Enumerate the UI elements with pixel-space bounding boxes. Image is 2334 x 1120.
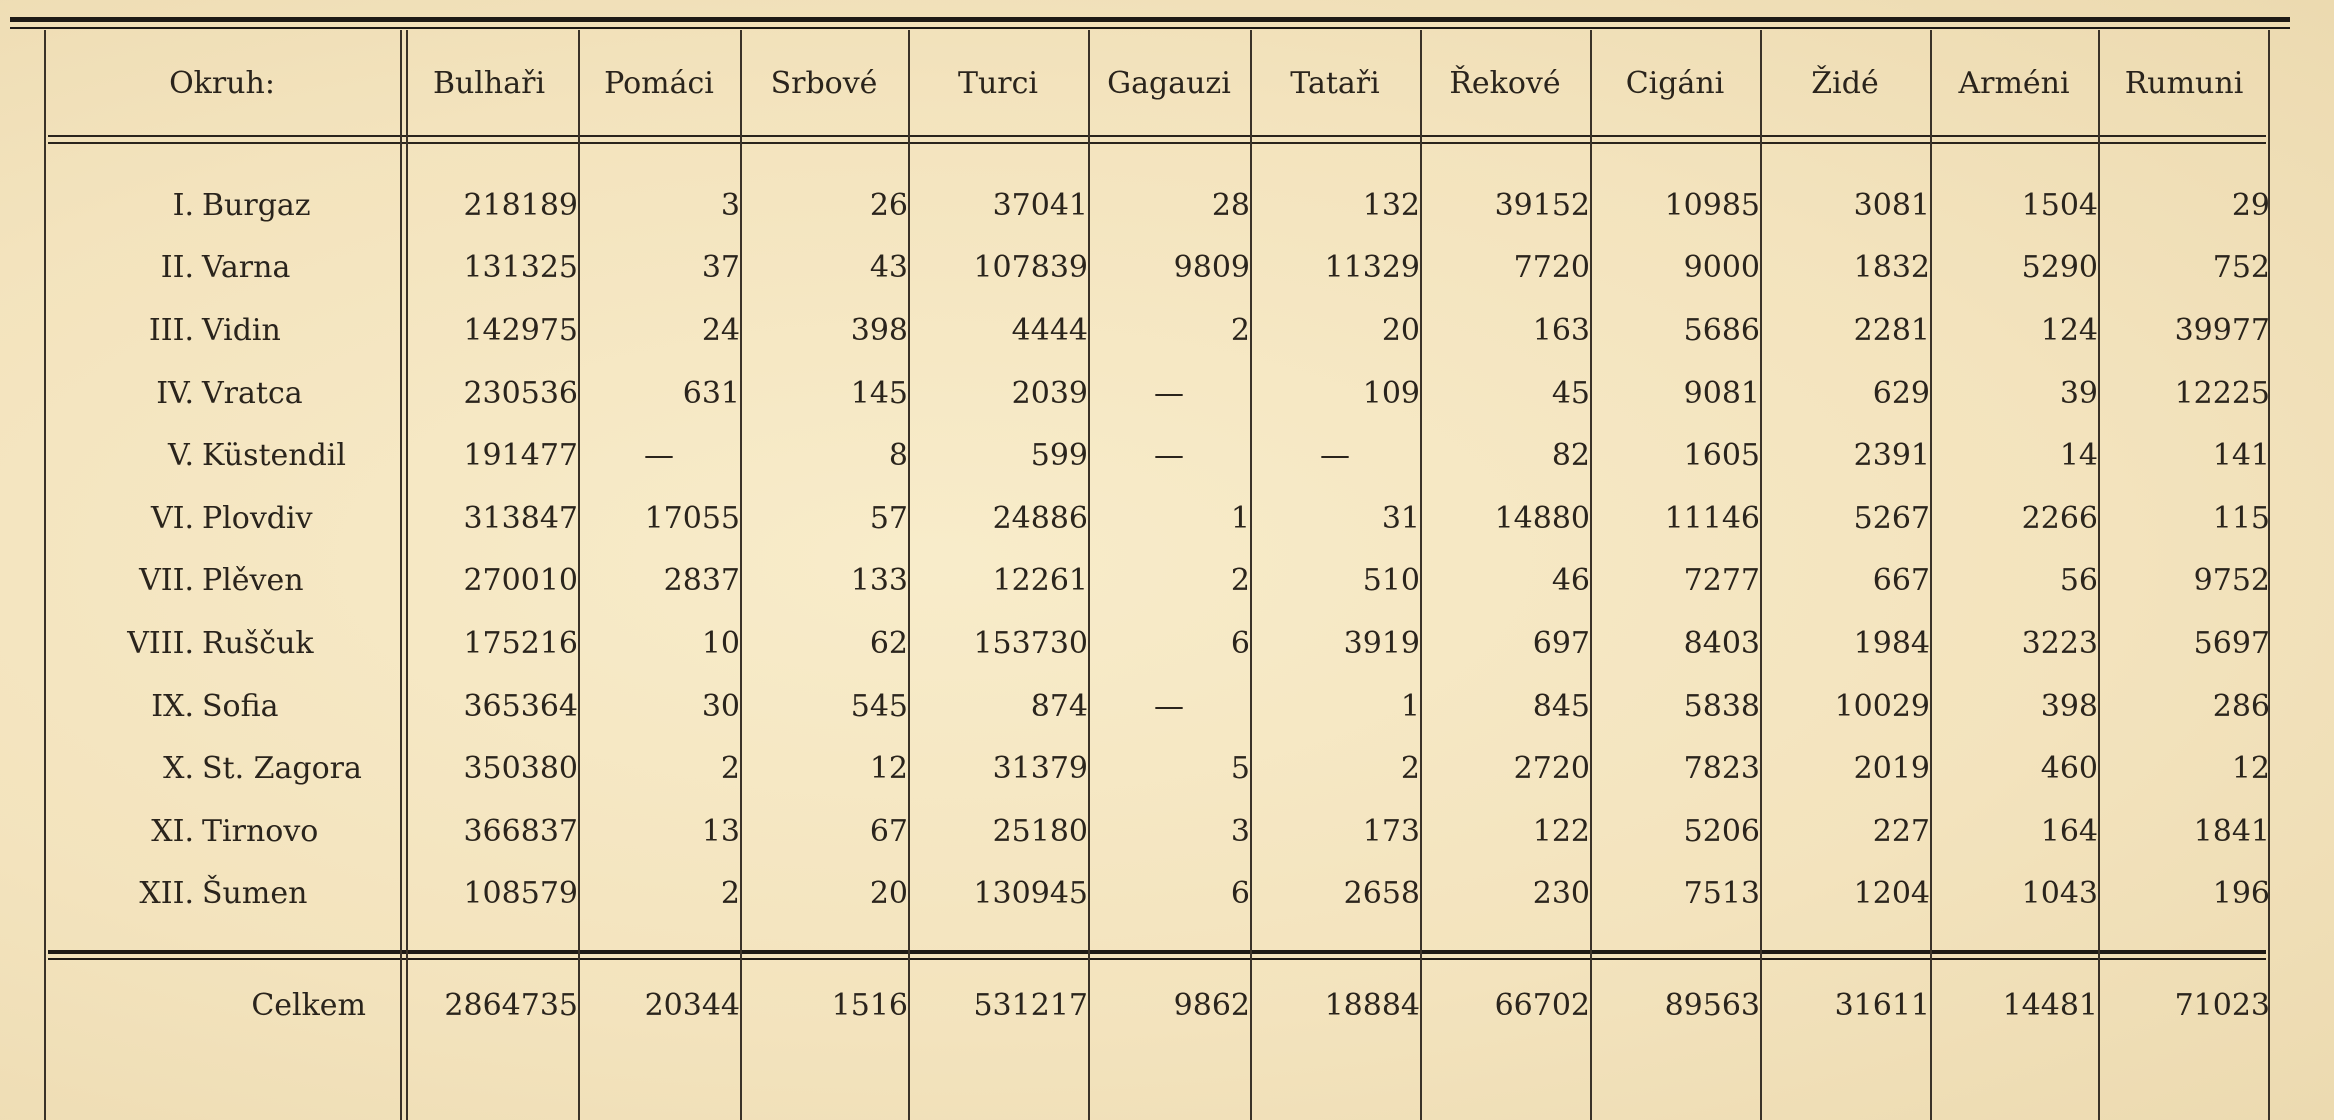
value-cell: 13 [701, 813, 740, 849]
value-cell: 5 [1230, 751, 1250, 787]
column-header: Turci [957, 65, 1039, 101]
total-value-cell: 18884 [1324, 987, 1420, 1023]
table-row [44, 299, 2270, 362]
total-value-cell: 2864735 [444, 987, 578, 1023]
value-cell: 107839 [973, 250, 1088, 286]
table-row [44, 675, 2270, 738]
district-cell [44, 675, 400, 738]
value-cell: 26 [869, 187, 908, 223]
value-cell: 365364 [463, 688, 578, 724]
value-cell: 230536 [463, 375, 578, 411]
value-cell: 1605 [1683, 438, 1760, 474]
value-cell: 12 [2231, 751, 2270, 787]
district-cell [44, 612, 400, 675]
value-cell: 1841 [2193, 813, 2270, 849]
district-name: Küstendil [202, 438, 346, 474]
value-cell: 398 [850, 312, 908, 348]
value-cell: 25180 [992, 813, 1088, 849]
value-cell: 3081 [1853, 187, 1930, 223]
value-cell: — [1154, 375, 1184, 411]
value-cell: 2 [1400, 751, 1420, 787]
value-cell: 39977 [2174, 312, 2270, 348]
value-cell: — [1154, 688, 1184, 724]
value-cell: 2266 [2021, 500, 2098, 536]
value-cell: 191477 [463, 438, 578, 474]
total-value-cell: 31611 [1834, 987, 1930, 1023]
total-row [44, 969, 2270, 1041]
total-value-cell: 66702 [1494, 987, 1590, 1023]
district-name: Plovdiv [202, 500, 313, 536]
district-numeral: II. [160, 250, 194, 286]
district-cell [44, 863, 400, 926]
value-cell: 697 [1532, 625, 1590, 661]
district-cell [44, 800, 400, 863]
table-row [44, 362, 2270, 425]
column-header: Rumuni [2124, 65, 2244, 101]
value-cell: 218189 [463, 187, 578, 223]
value-cell: 108579 [463, 876, 578, 912]
value-cell: 631 [682, 375, 740, 411]
value-cell: 24886 [992, 500, 1088, 536]
value-cell: 10 [701, 625, 740, 661]
district-name: Plěven [202, 563, 304, 599]
value-cell: 10029 [1834, 688, 1930, 724]
column-header: Pomáci [604, 65, 714, 101]
district-name: Burgaz [202, 187, 311, 223]
value-cell: 350380 [463, 751, 578, 787]
value-cell: 2 [1230, 312, 1250, 348]
value-cell: — [1320, 438, 1350, 474]
value-cell: 460 [2040, 751, 2098, 787]
value-cell: 599 [1030, 438, 1088, 474]
value-cell: 2039 [1011, 375, 1088, 411]
total-value-cell: 1516 [831, 987, 908, 1023]
value-cell: 752 [2212, 250, 2270, 286]
district-cell [44, 550, 400, 613]
value-cell: 7823 [1683, 751, 1760, 787]
value-cell: 8403 [1683, 625, 1760, 661]
value-cell: 7513 [1683, 876, 1760, 912]
table-row [44, 800, 2270, 863]
district-cell [44, 299, 400, 362]
value-cell: 629 [1872, 375, 1930, 411]
value-cell: 2658 [1343, 876, 1420, 912]
value-cell: 163 [1532, 312, 1590, 348]
value-cell: 46 [1551, 563, 1590, 599]
value-cell: 5267 [1853, 500, 1930, 536]
value-cell: 874 [1030, 688, 1088, 724]
value-cell: 82 [1551, 438, 1590, 474]
table-row [44, 237, 2270, 300]
district-numeral: V. [168, 438, 194, 474]
district-cell [44, 487, 400, 550]
value-cell: 37041 [992, 187, 1088, 223]
district-numeral: VIII. [127, 625, 194, 661]
value-cell: 145 [850, 375, 908, 411]
value-cell: 2 [720, 876, 740, 912]
district-cell [44, 424, 400, 487]
value-cell: 2391 [1853, 438, 1930, 474]
value-cell: 124 [2040, 312, 2098, 348]
district-name: Sofia [202, 688, 279, 724]
district-name: Vidin [202, 312, 281, 348]
value-cell: 131325 [463, 250, 578, 286]
value-cell: 20 [1381, 312, 1420, 348]
value-cell: 545 [850, 688, 908, 724]
value-cell: 24 [701, 312, 740, 348]
value-cell: 142975 [463, 312, 578, 348]
value-cell: 11329 [1324, 250, 1420, 286]
total-value-cell: 9862 [1173, 987, 1250, 1023]
value-cell: 12225 [2174, 375, 2270, 411]
value-cell: 12261 [992, 563, 1088, 599]
value-cell: 133 [850, 563, 908, 599]
value-cell: 20 [869, 876, 908, 912]
table-row [44, 737, 2270, 800]
value-cell: 1832 [1853, 250, 1930, 286]
value-cell: 227 [1872, 813, 1930, 849]
value-cell: 14 [2059, 438, 2098, 474]
district-numeral: VII. [139, 563, 194, 599]
spacer-row [44, 136, 2270, 174]
value-cell: 130945 [973, 876, 1088, 912]
spacer-row [44, 925, 2270, 969]
value-cell: 37 [701, 250, 740, 286]
district-numeral: X. [163, 751, 194, 787]
district-name: Varna [202, 250, 291, 286]
value-cell: 3223 [2021, 625, 2098, 661]
value-cell: 1504 [2021, 187, 2098, 223]
value-cell: 11146 [1664, 500, 1760, 536]
value-cell: 1 [1400, 688, 1420, 724]
value-cell: 67 [869, 813, 908, 849]
district-numeral: I. [172, 187, 194, 223]
value-cell: 2720 [1513, 751, 1590, 787]
value-cell: 2281 [1853, 312, 1930, 348]
population-table [44, 30, 2270, 1041]
value-cell: 2 [1230, 563, 1250, 599]
value-cell: 5838 [1683, 688, 1760, 724]
column-header: Židé [1811, 65, 1879, 101]
table-row [44, 550, 2270, 613]
column-header: Okruh: [169, 65, 275, 101]
district-cell [44, 362, 400, 425]
value-cell: 8 [888, 438, 908, 474]
value-cell: 57 [869, 500, 908, 536]
column-header: Bulhaři [432, 65, 546, 101]
total-value-cell: 89563 [1664, 987, 1760, 1023]
value-cell: 196 [2212, 876, 2270, 912]
value-cell: 3 [1230, 813, 1250, 849]
total-label: Celkem [251, 987, 366, 1023]
header-row [44, 30, 2270, 136]
value-cell: 62 [869, 625, 908, 661]
district-numeral: IX. [151, 688, 194, 724]
value-cell: 9000 [1683, 250, 1760, 286]
total-value-cell: 14481 [2002, 987, 2098, 1023]
value-cell: 5686 [1683, 312, 1760, 348]
value-cell: 175216 [463, 625, 578, 661]
value-cell: 845 [1532, 688, 1590, 724]
value-cell: 7277 [1683, 563, 1760, 599]
value-cell: 5290 [2021, 250, 2098, 286]
value-cell: 14880 [1494, 500, 1590, 536]
value-cell: 510 [1362, 563, 1420, 599]
value-cell: 2019 [1853, 751, 1930, 787]
value-cell: 2837 [663, 563, 740, 599]
value-cell: 173 [1362, 813, 1420, 849]
value-cell: 39 [2059, 375, 2098, 411]
top-heavy-rule [10, 17, 2290, 22]
value-cell: 30 [701, 688, 740, 724]
value-cell: 17055 [644, 500, 740, 536]
value-cell: 45 [1551, 375, 1590, 411]
table-row [44, 174, 2270, 237]
value-cell: 9809 [1173, 250, 1250, 286]
column-header: Arméni [1958, 65, 2070, 101]
value-cell: 39152 [1494, 187, 1590, 223]
district-name: Ruščuk [202, 625, 314, 661]
total-value-cell: 531217 [973, 987, 1088, 1023]
district-numeral: IV. [156, 375, 194, 411]
value-cell: 141 [2212, 438, 2270, 474]
district-name: Vratca [202, 375, 303, 411]
value-cell: 6 [1230, 876, 1250, 912]
value-cell: — [1154, 438, 1184, 474]
value-cell: 230 [1532, 876, 1590, 912]
district-numeral: XII. [139, 876, 194, 912]
value-cell: 1984 [1853, 625, 1930, 661]
total-value-cell: 71023 [2174, 987, 2270, 1023]
value-cell: 9752 [2193, 563, 2270, 599]
value-cell: 28 [1211, 187, 1250, 223]
table-row [44, 424, 2270, 487]
value-cell: 6 [1230, 625, 1250, 661]
column-header: Řekové [1449, 65, 1561, 101]
value-cell: 270010 [463, 563, 578, 599]
value-cell: 366837 [463, 813, 578, 849]
value-cell: 31 [1381, 500, 1420, 536]
value-cell: 667 [1872, 563, 1930, 599]
value-cell: 286 [2212, 688, 2270, 724]
value-cell: 313847 [463, 500, 578, 536]
column-header: Gagauzi [1107, 65, 1231, 101]
district-numeral: XI. [151, 813, 194, 849]
value-cell: 398 [2040, 688, 2098, 724]
value-cell: 1043 [2021, 876, 2098, 912]
value-cell: 12 [869, 751, 908, 787]
district-numeral: VI. [150, 500, 194, 536]
value-cell: 7720 [1513, 250, 1590, 286]
value-cell: 109 [1362, 375, 1420, 411]
value-cell: 1204 [1853, 876, 1930, 912]
total-value-cell: 20344 [644, 987, 740, 1023]
value-cell: 3 [720, 187, 740, 223]
top-thin-rule [10, 27, 2290, 29]
district-cell [44, 737, 400, 800]
value-cell: 1 [1230, 500, 1250, 536]
value-cell: 9081 [1683, 375, 1760, 411]
value-cell: 153730 [973, 625, 1088, 661]
table-row [44, 612, 2270, 675]
district-cell [44, 174, 400, 237]
value-cell: 132 [1362, 187, 1420, 223]
value-cell: 10985 [1664, 187, 1760, 223]
value-cell: 2 [720, 751, 740, 787]
value-cell: 5206 [1683, 813, 1760, 849]
value-cell: — [644, 438, 674, 474]
column-header: Tataři [1290, 65, 1380, 101]
value-cell: 5697 [2193, 625, 2270, 661]
column-header: Srbové [770, 65, 878, 101]
value-cell: 56 [2059, 563, 2098, 599]
district-name: Šumen [202, 876, 308, 912]
district-name: St. Zagora [202, 751, 362, 787]
value-cell: 4444 [1011, 312, 1088, 348]
value-cell: 29 [2231, 187, 2270, 223]
value-cell: 115 [2212, 500, 2270, 536]
value-cell: 122 [1532, 813, 1590, 849]
value-cell: 43 [869, 250, 908, 286]
value-cell: 164 [2040, 813, 2098, 849]
district-name: Tirnovo [202, 813, 319, 849]
table-row [44, 487, 2270, 550]
value-cell: 3919 [1343, 625, 1420, 661]
table-row [44, 863, 2270, 926]
column-header: Cigáni [1625, 65, 1725, 101]
value-cell: 31379 [992, 751, 1088, 787]
district-cell [44, 237, 400, 300]
district-numeral: III. [148, 312, 194, 348]
